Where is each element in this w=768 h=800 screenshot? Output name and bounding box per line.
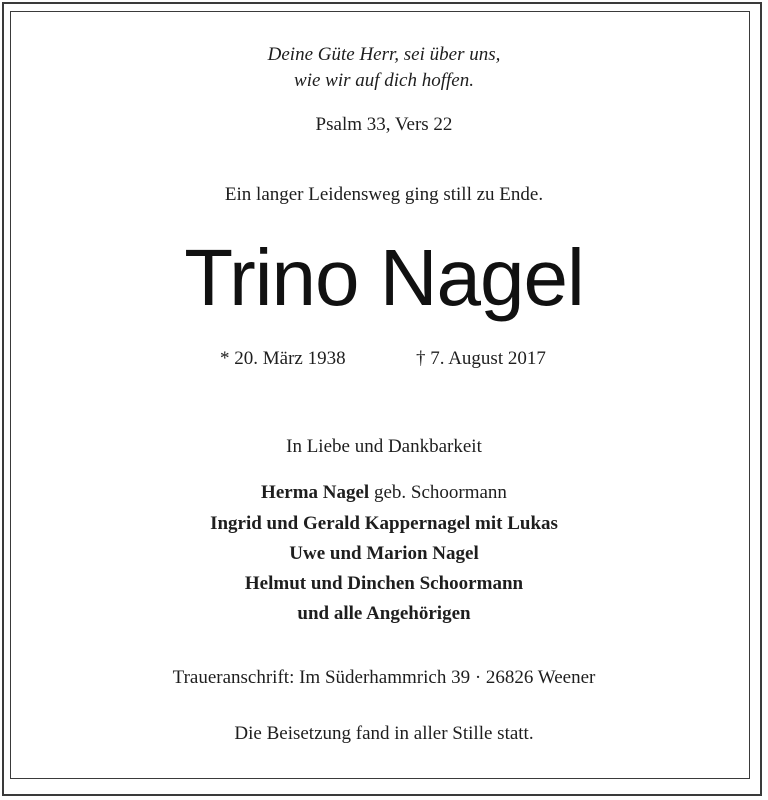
death-date: † 7. August 2017: [416, 348, 546, 369]
burial-note: Die Beisetzung fand in aller Stille statt.: [234, 723, 534, 744]
mourner-line-4: Helmut und Dinchen Schoormann: [244, 573, 524, 594]
mourner-line-1: [0, 482, 768, 504]
birth-date: * 20. März 1938: [220, 348, 346, 369]
verse-reference: Psalm 33, Vers 22: [315, 114, 453, 135]
verse-line-2: wie wir auf dich hoffen.: [294, 70, 474, 91]
mourner-line-3: Uwe und Marion Nagel: [289, 543, 479, 564]
verse-line-1: Deine Güte Herr, sei über uns,: [267, 44, 501, 65]
mourning-address: Traueranschrift: Im Süderhammrich 39 · 26826 Weener: [172, 667, 596, 688]
intro-text: Ein langer Leidensweg ging still zu Ende.: [224, 184, 544, 205]
deceased-name: Trino Nagel: [184, 233, 584, 322]
mourner-line-5: und alle Angehörigen: [297, 603, 471, 624]
closing-text: In Liebe und Dankbarkeit: [286, 436, 482, 457]
mourner-line-2: Ingrid und Gerald Kappernagel mit Lukas: [210, 513, 558, 534]
mourner-name: Herma Nagel: [261, 482, 370, 503]
mourner-maiden-name: geb. Schoormann: [373, 482, 507, 503]
